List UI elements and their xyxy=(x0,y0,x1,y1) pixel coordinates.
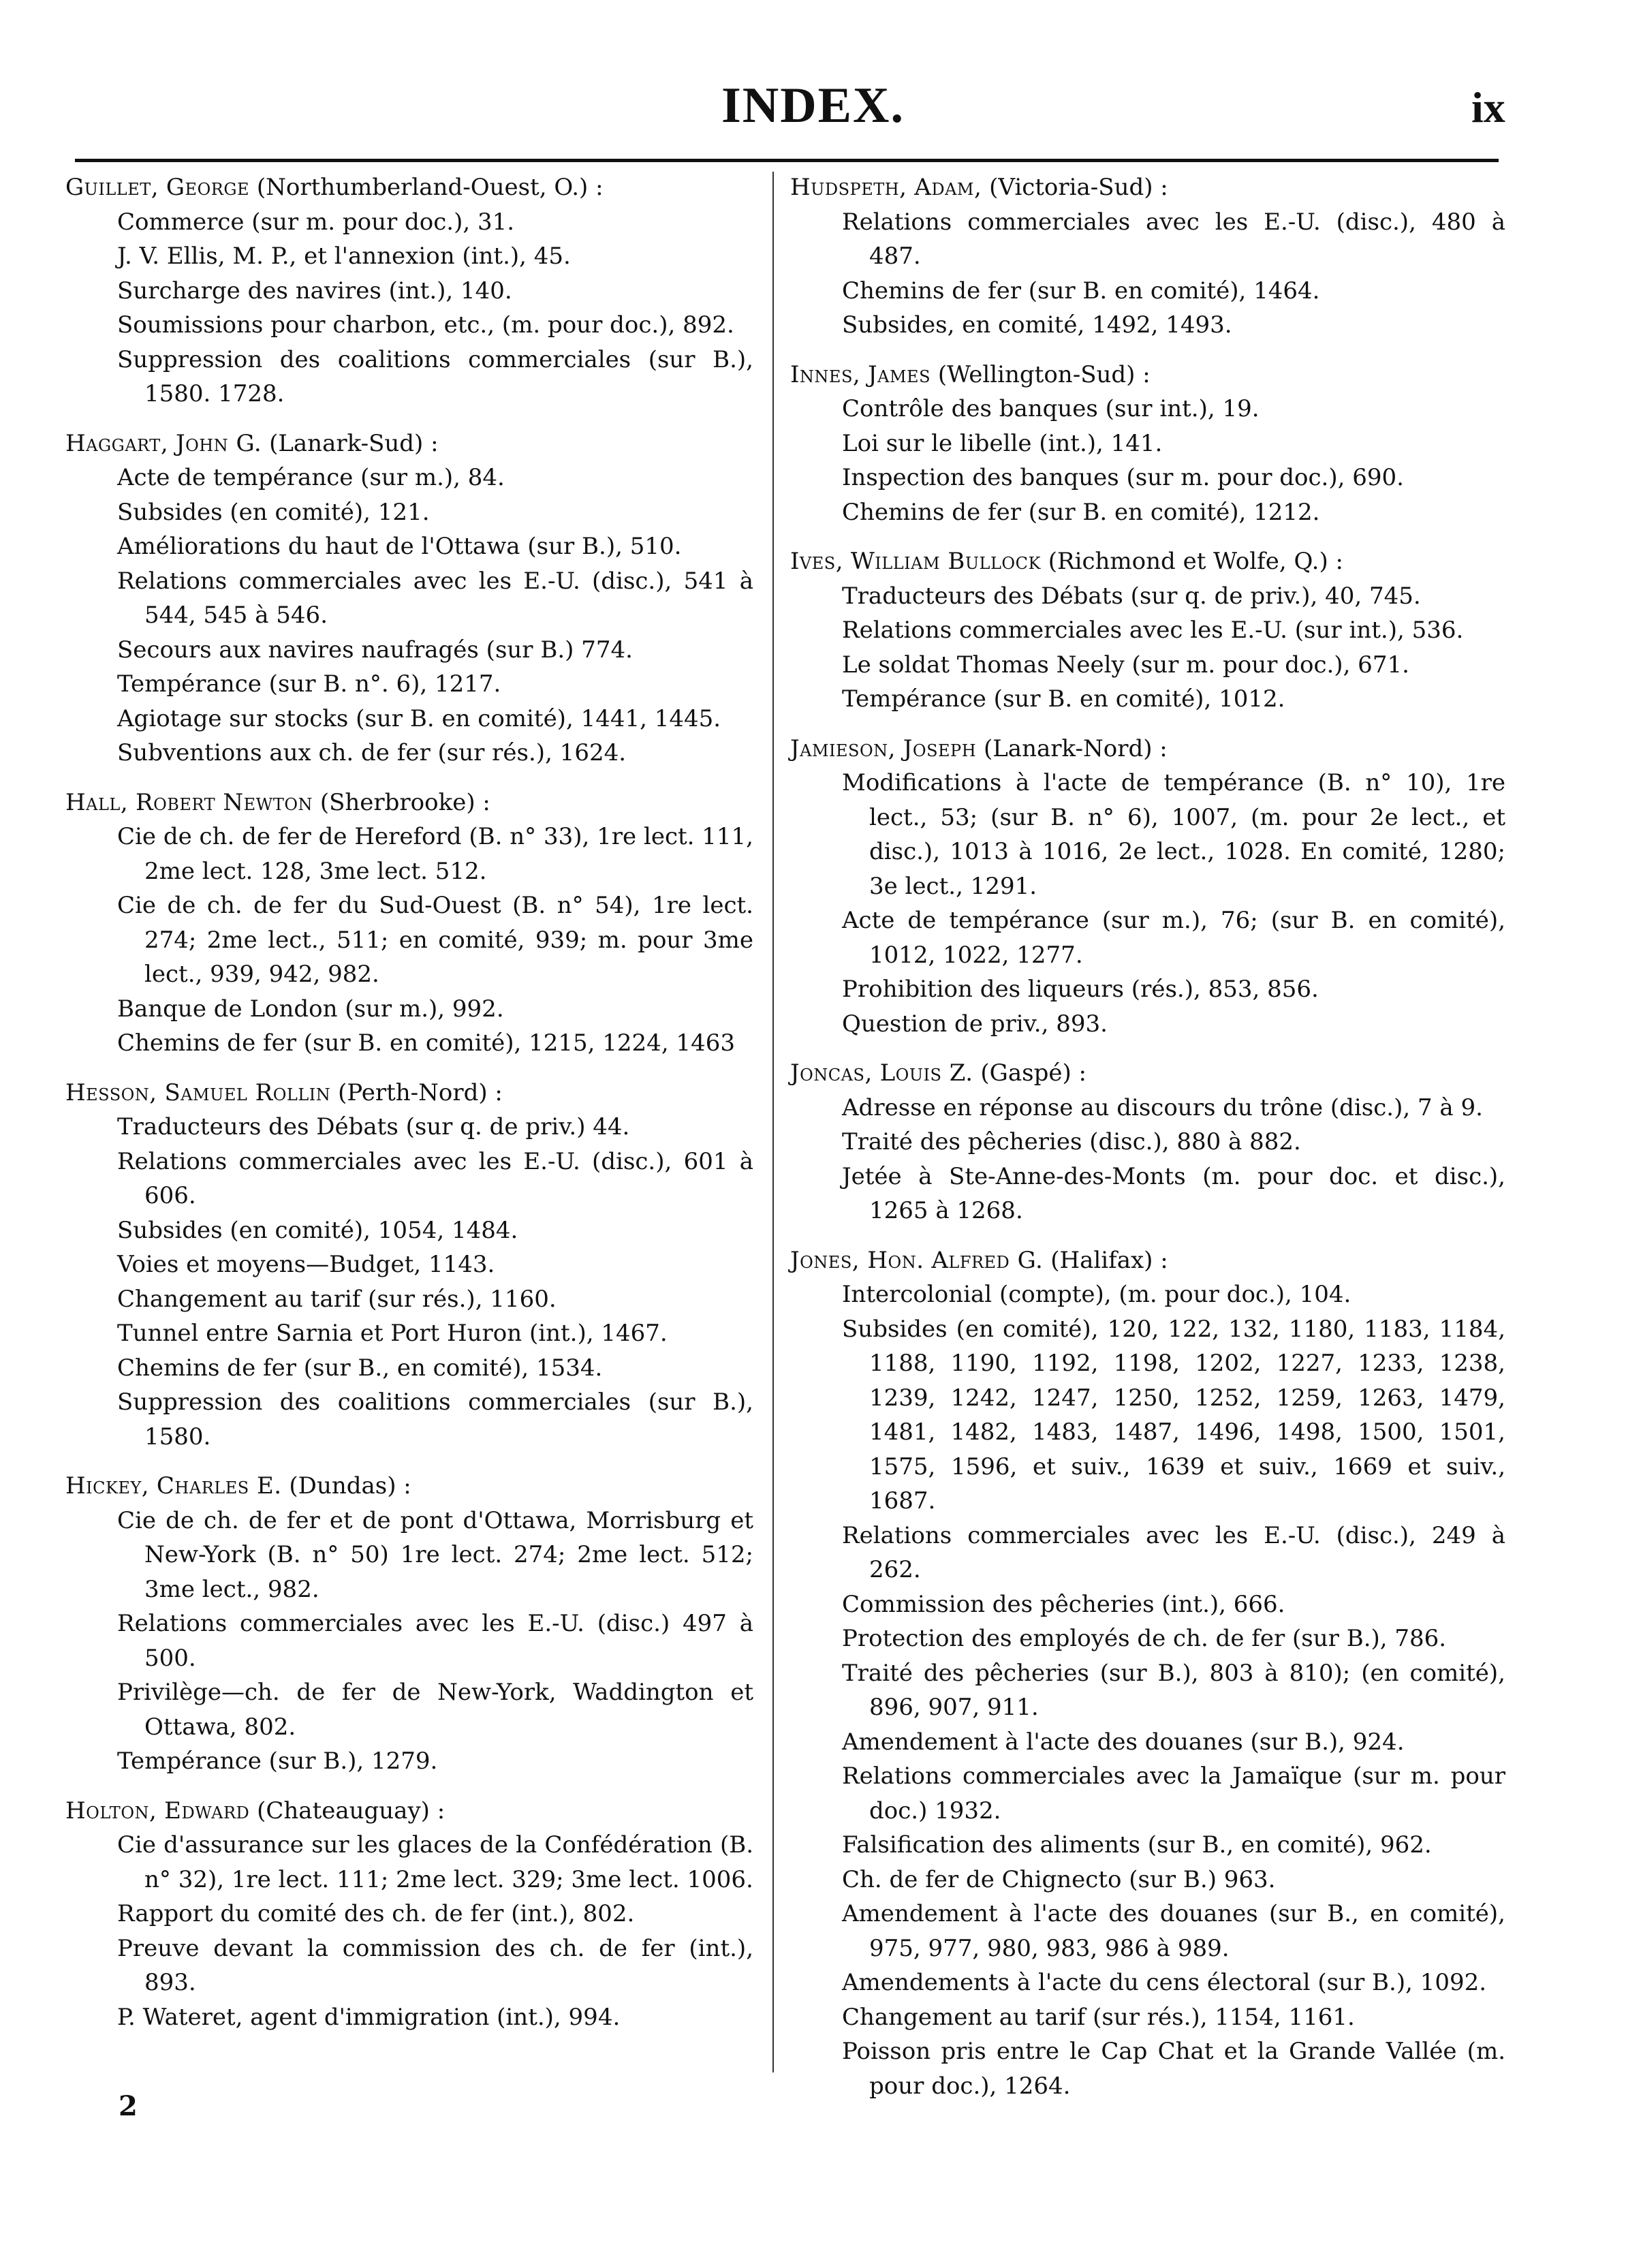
entry-riding: (Richmond et Wolfe, Q.) : xyxy=(1048,548,1343,575)
entry-item: Le soldat Thomas Neely (sur m. pour doc.), 671. xyxy=(842,651,1409,679)
entry-item: J. V. Ellis, M. P., et l'annexion (int.), 45. xyxy=(117,243,571,270)
column-divider xyxy=(772,172,774,2072)
index-entry xyxy=(65,1469,753,1779)
entry-heading xyxy=(65,170,753,205)
entry-heading xyxy=(790,358,1505,392)
entry-given-name: Joseph xyxy=(903,734,977,762)
index-entry xyxy=(65,786,753,1061)
entry-item: Traducteurs des Débats (sur q. de priv.) 44. xyxy=(117,1113,630,1140)
entry-riding: (Lanark-Nord) : xyxy=(983,734,1168,762)
entry-item: Commission des pêcheries (int.), 666. xyxy=(842,1590,1285,1618)
entry-item: Adresse en réponse au discours du trône (disc.), 7 à 9. xyxy=(842,1093,1483,1121)
entry-given-name: Charles E. xyxy=(156,1472,282,1500)
entry-item: Cie de ch. de fer de Hereford (B. n° 33), 1re lect. 111, 2me lect. 128, 3me lect. 512. xyxy=(117,823,753,885)
entry-item: Relations commerciales avec les E.-U. (disc.), 601 à 606. xyxy=(117,1147,753,1209)
entry-item: Subsides, en comité, 1492, 1493. xyxy=(842,311,1232,339)
entry-item: Subventions aux ch. de fer (sur rés.), 1624. xyxy=(117,739,627,766)
entry-riding: (Chateauguay) : xyxy=(257,1797,445,1824)
entry-heading xyxy=(65,1076,753,1110)
page-number: ix xyxy=(1471,83,1505,131)
entry-item: Surcharge des navires (int.), 140. xyxy=(117,277,512,305)
entry-item: Intercolonial (compte), (m. pour doc.), 104. xyxy=(842,1281,1351,1308)
entry-riding: (Dundas) : xyxy=(289,1472,411,1500)
entry-item: Chemins de fer (sur B., en comité), 1534. xyxy=(117,1354,603,1382)
entry-item: Privilège—ch. de fer de New-York, Waddington et Ottawa, 802. xyxy=(117,1679,753,1741)
entry-item: Cie d'assurance sur les glaces de la Confédération (B. n° 32), 1re lect. 111; 2me lect. 329; 3me lect. 1006. xyxy=(117,1831,753,1893)
entry-item: Chemins de fer (sur B. en comité), 1215, 1224, 1463 xyxy=(117,1029,735,1057)
entry-heading xyxy=(790,732,1505,766)
entry-heading xyxy=(65,426,753,461)
page-title: INDEX. xyxy=(721,78,905,134)
entry-heading xyxy=(65,1469,753,1504)
entry-given-name: John G. xyxy=(175,429,262,457)
entry-item: Changement au tarif (sur rés.), 1154, 1161. xyxy=(842,2003,1355,2031)
entry-heading xyxy=(65,1794,753,1829)
entry-item: Cie de ch. de fer et de pont d'Ottawa, Morrisburg et New-York (B. n° 50) 1re lect. 274; 2me lect. 512; 3me lect., 982. xyxy=(117,1506,753,1603)
entry-item: Suppression des coalitions commerciales (sur B.), 1580. xyxy=(117,1388,753,1450)
entry-item: Preuve devant la commission des ch. de fer (int.), 893. xyxy=(117,1934,753,1996)
entry-given-name: James xyxy=(868,360,931,388)
entry-surname: Jamieson, xyxy=(790,734,896,762)
signature-mark: 2 xyxy=(119,2090,138,2122)
index-entry xyxy=(790,732,1505,1042)
entry-item: Prohibition des liqueurs (rés.), 853, 856. xyxy=(842,976,1319,1003)
entry-given-name: Robert Newton xyxy=(135,788,313,816)
entry-item: Modifications à l'acte de tempérance (B. n° 10), 1re lect., 53; (sur B. n° 6), 1007, (m. pour 2e lect., et disc.), 1013 à 1016, 2e lect., 1028. En comité, 1280; 3e lect., 1291. xyxy=(842,769,1505,900)
entry-surname: Hudspeth, xyxy=(790,174,907,201)
entry-item: Amendements à l'acte du cens électoral (sur B.), 1092. xyxy=(842,1969,1487,1996)
entry-heading xyxy=(790,544,1505,579)
entry-riding: (Wellington-Sud) : xyxy=(937,360,1151,388)
index-entry xyxy=(65,1794,753,2035)
entry-item: Relations commerciales avec les E.-U. (disc.), 249 à 262. xyxy=(842,1521,1505,1583)
index-entry xyxy=(65,426,753,771)
entry-item: Suppression des coalitions commerciales (sur B.), 1580. 1728. xyxy=(117,345,753,407)
entry-item: Ch. de fer de Chignecto (sur B.) 963. xyxy=(842,1865,1276,1893)
entry-riding: (Perth-Nord) : xyxy=(338,1078,503,1106)
entry-surname: Hesson, xyxy=(65,1078,157,1106)
entry-item: Relations commerciales avec les E.-U. (disc.), 480 à 487. xyxy=(842,208,1505,270)
entry-item: Subsides (en comité), 120, 122, 132, 1180, 1183, 1184, 1188, 1190, 1192, 1198, 1202, 1227, 1233, 1238, 1239, 1242, 1247, 1250, 1252, 1259, 1263, 1479, 1481, 1482, 1483, 1487, 1496, 1498, 1500, 1501, 1575, 1596, et suiv., 1639 et suiv., 1669 et suiv., 1687. xyxy=(842,1315,1505,1514)
entry-item: Tempérance (sur B.), 1279. xyxy=(117,1747,438,1775)
entry-item: Tempérance (sur B. en comité), 1012. xyxy=(842,685,1285,713)
entry-item: Protection des employés de ch. de fer (sur B.), 786. xyxy=(842,1625,1447,1652)
entry-given-name: Louis Z. xyxy=(879,1059,973,1087)
entry-item: Changement au tarif (sur rés.), 1160. xyxy=(117,1285,557,1313)
entry-item: Chemins de fer (sur B. en comité), 1464. xyxy=(842,277,1320,305)
entry-item: Secours aux navires naufragés (sur B.) 774. xyxy=(117,636,633,664)
index-entry xyxy=(65,1076,753,1455)
entry-item: Relations commerciales avec les E.-U. (sur int.), 536. xyxy=(842,617,1464,644)
entry-item: Commerce (sur m. pour doc.), 31. xyxy=(117,208,515,236)
entry-heading xyxy=(790,1056,1505,1091)
entry-item: Jetée à Ste-Anne-des-Monts (m. pour doc. et disc.), 1265 à 1268. xyxy=(842,1162,1505,1224)
entry-item: Traité des pêcheries (sur B.), 803 à 810); (en comité), 896, 907, 911. xyxy=(842,1659,1505,1721)
entry-item: Amendement à l'acte des douanes (sur B., en comité), 975, 977, 980, 983, 986 à 989. xyxy=(842,1900,1505,1962)
entry-item: Traducteurs des Débats (sur q. de priv.), 40, 745. xyxy=(842,582,1421,610)
entry-item: Cie de ch. de fer du Sud-Ouest (B. n° 54), 1re lect. 274; 2me lect., 511; en comité, 939; m. pour 3me lect., 939, 942, 982. xyxy=(117,892,753,988)
entry-surname: Hall, xyxy=(65,788,129,816)
entry-surname: Jones, Hon. xyxy=(790,1246,924,1274)
entry-given-name: William Bullock xyxy=(850,548,1041,575)
entry-riding: (Halifax) : xyxy=(1050,1246,1168,1274)
entry-item: Amendement à l'acte des douanes (sur B.), 924. xyxy=(842,1728,1405,1756)
index-entry xyxy=(790,170,1505,343)
entry-item: Acte de tempérance (sur m.), 84. xyxy=(117,464,505,491)
entry-riding: (Victoria-Sud) : xyxy=(989,174,1168,201)
entry-item: Banque de London (sur m.), 992. xyxy=(117,995,504,1023)
entry-item: Falsification des aliments (sur B., en comité), 962. xyxy=(842,1831,1432,1859)
right-column xyxy=(790,170,1505,2118)
header-rule xyxy=(75,159,1499,162)
entry-item: Tunnel entre Sarnia et Port Huron (int.), 1467. xyxy=(117,1320,668,1347)
index-entry xyxy=(790,1243,1505,2104)
entry-item: Rapport du comité des ch. de fer (int.), 802. xyxy=(117,1900,635,1927)
entry-item: Soumissions pour charbon, etc., (m. pour doc.), 892. xyxy=(117,311,734,339)
entry-surname: Hickey, xyxy=(65,1472,150,1500)
entry-given-name: Edward xyxy=(164,1797,250,1824)
entry-riding: (Lanark-Sud) : xyxy=(269,429,439,457)
entry-item: Chemins de fer (sur B. en comité), 1212. xyxy=(842,498,1320,526)
entry-given-name: Samuel Rollin xyxy=(164,1078,331,1106)
entry-item: Loi sur le libelle (int.), 141. xyxy=(842,429,1163,457)
index-entry xyxy=(790,1056,1505,1228)
entry-surname: Innes, xyxy=(790,360,861,388)
entry-item: Tempérance (sur B. n°. 6), 1217. xyxy=(117,670,501,698)
entry-item: Améliorations du haut de l'Ottawa (sur B.), 510. xyxy=(117,533,682,560)
entry-item: Traité des pêcheries (disc.), 880 à 882. xyxy=(842,1128,1301,1155)
entry-item: Voies et moyens—Budget, 1143. xyxy=(117,1251,495,1278)
entry-item: Inspection des banques (sur m. pour doc.), 690. xyxy=(842,464,1404,491)
entry-item: Relations commerciales avec la Jamaïque (sur m. pour doc.) 1932. xyxy=(842,1762,1505,1824)
index-entry xyxy=(65,170,753,411)
entry-item: Subsides (en comité), 121. xyxy=(117,498,430,526)
entry-item: Relations commerciales avec les E.-U. (disc.), 541 à 544, 545 à 546. xyxy=(117,567,753,629)
left-column xyxy=(65,170,753,2049)
entry-item: Subsides (en comité), 1054, 1484. xyxy=(117,1216,518,1244)
entry-heading xyxy=(790,170,1505,205)
entry-heading xyxy=(790,1243,1505,1278)
entry-given-name: Adam, xyxy=(914,174,982,201)
entry-item: Acte de tempérance (sur m.), 76; (sur B. en comité), 1012, 1022, 1277. xyxy=(842,907,1505,969)
entry-item: Agiotage sur stocks (sur B. en comité), 1441, 1445. xyxy=(117,704,721,732)
entry-given-name: Alfred G. xyxy=(931,1246,1044,1274)
entry-riding: (Gaspé) : xyxy=(980,1059,1086,1087)
entry-item: Poisson pris entre le Cap Chat et la Grande Vallée (m. pour doc.), 1264. xyxy=(842,2038,1505,2100)
index-entry xyxy=(790,544,1505,717)
entry-surname: Haggart, xyxy=(65,429,169,457)
index-entry xyxy=(790,358,1505,530)
entry-surname: Holton, xyxy=(65,1797,157,1824)
entry-item: Contrôle des banques (sur int.), 19. xyxy=(842,395,1260,422)
entry-riding: (Northumberland-Ouest, O.) : xyxy=(256,174,604,201)
entry-item: Relations commerciales avec les E.-U. (disc.) 497 à 500. xyxy=(117,1610,753,1672)
entry-item: P. Wateret, agent d'immigration (int.), 994. xyxy=(117,2003,621,2031)
entry-given-name: George xyxy=(166,174,250,201)
entry-item: Question de priv., 893. xyxy=(842,1010,1108,1038)
entry-heading xyxy=(65,786,753,820)
entry-riding: (Sherbrooke) : xyxy=(319,788,490,816)
entry-surname: Joncas, xyxy=(790,1059,873,1087)
entry-surname: Guillet, xyxy=(65,174,159,201)
entry-surname: Ives, xyxy=(790,548,844,575)
